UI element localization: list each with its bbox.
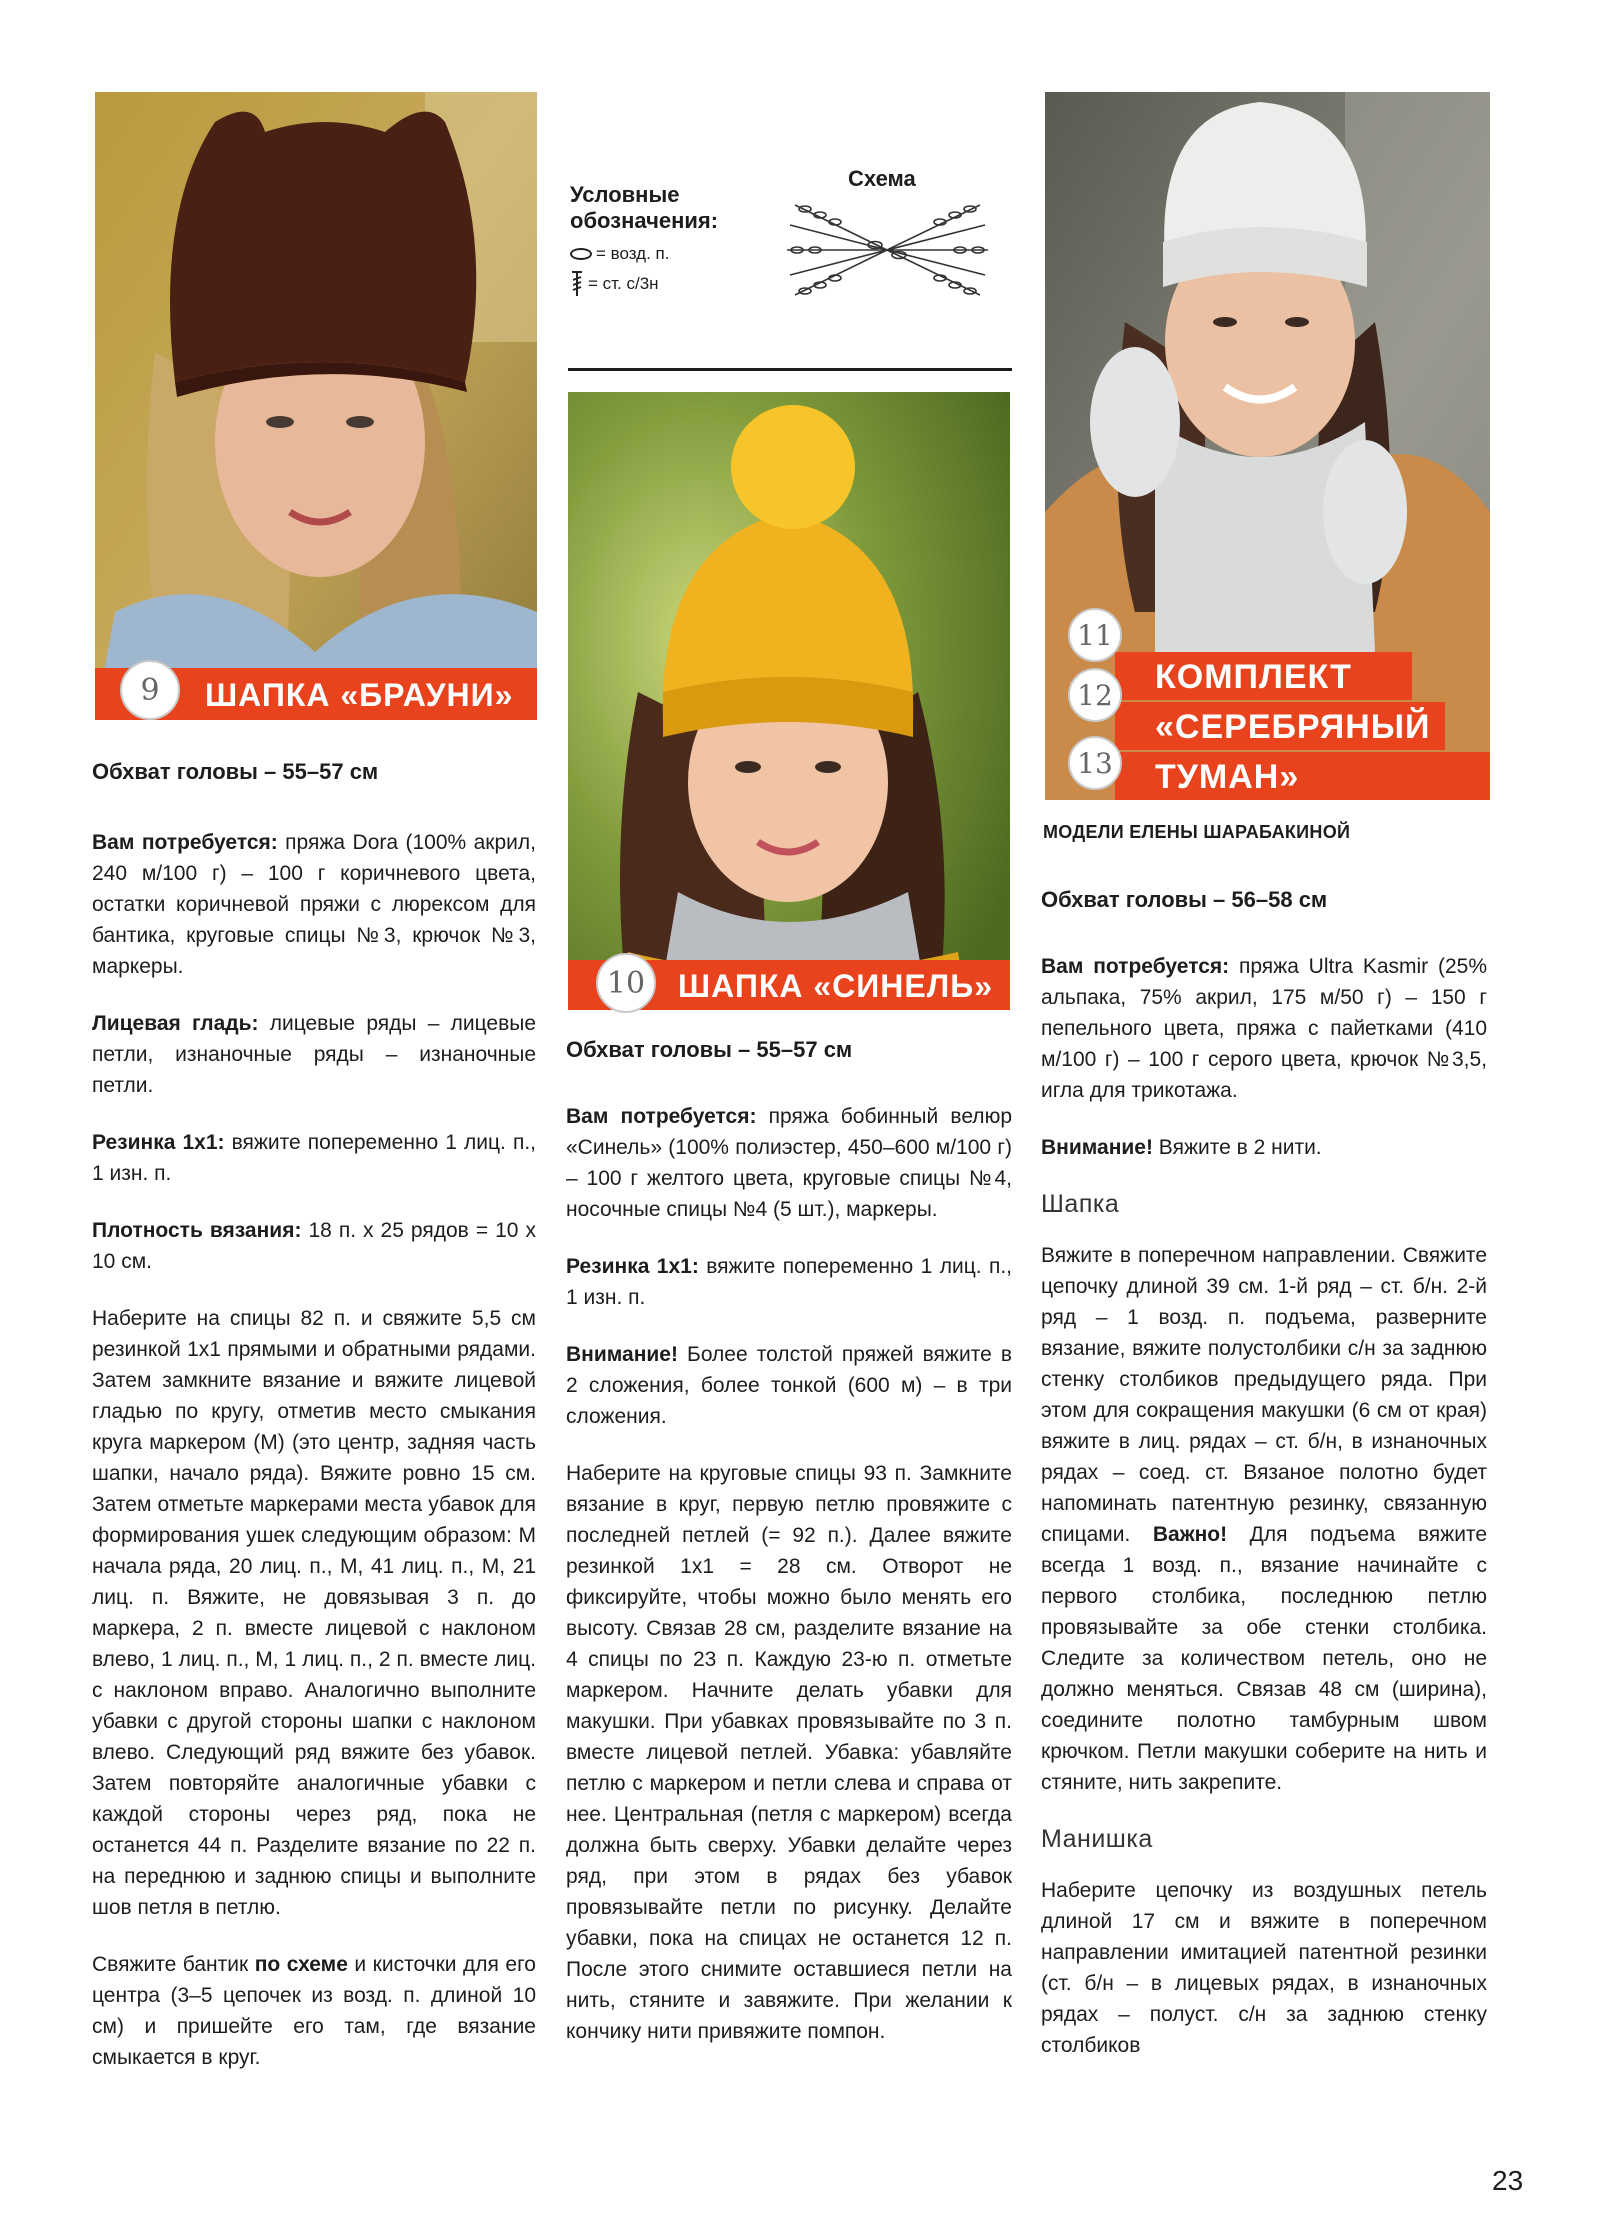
col1-text <box>92 756 536 2099</box>
materials-label: Вам потребуется: <box>92 831 278 854</box>
instructions-chenille: Наберите на круговые спицы 93 п. Замкните вязание в круг, первую петлю провяжите с последней петлей (= 92 п.). Далее вяжите резинкой 1х1 = 28 см. Отворот не фиксируйте, чтобы можно было менять его высоту. Связав 28 см, разделите вязание на 4 спицы по 23 п. Каждую 23-ю п. отметьте маркером. Начните делать убавки для макушки. При убавках провязывайте по 3 п. вместе лицевой петлей. Убавка: убавляйте петлю с маркером и петли слева и справа от нее. Центральная (петля с маркером) всегда должна быть сверху. Убавки делайте через ряд, при этом в рядах без убавок провязывайте петли по рисунку. Делайте убавки, пока на спицах не останется 12 п. После этого снимите оставшиеся петли на нить, стяните и завяжите. При желании к кончику нити привяжите помпон. <box>566 1462 1012 2043</box>
attention-text-2: Более толстой пряжей вяжите в 2 сложения, более тонкой (600 м) – в три сложения. <box>566 1343 1012 1428</box>
title-chenille: ШАПКА «СИНЕЛЬ» <box>678 968 993 1004</box>
legend-chain <box>570 244 750 264</box>
materials-label-3: Вам потребуется: <box>1041 955 1230 978</box>
rib-label-2: Резинка 1х1: <box>566 1255 699 1278</box>
head-size-chenille: Обхват головы – 55–57 см <box>566 1037 853 1062</box>
legend-title-1: Условные <box>570 182 680 207</box>
legend-chain-text: = возд. п. <box>596 244 670 263</box>
materials-brownie <box>92 827 536 982</box>
gauge-text: 18 п. х 25 рядов = 10 х 10 см. <box>92 1219 536 1273</box>
bow-text-schema: по схеме <box>254 1953 348 1976</box>
dickey-instructions: Наберите цепочку из воздушных петель длиной 17 см и вяжите в поперечном направлении имитацией патентной резинки (ст. б/н – в лицевых рядах, в изнаночных рядах – полуст. с/н за заднюю стенку столбиков <box>1041 1879 1487 2057</box>
rib-label: Резинка 1х1: <box>92 1131 225 1154</box>
attention-label-3: Внимание! <box>1041 1136 1153 1159</box>
model-number-10: 10 <box>596 953 656 1013</box>
attention-text-3: Вяжите в 2 нити. <box>1152 1136 1322 1159</box>
title-brownie: ШАПКА «БРАУНИ» <box>205 677 514 713</box>
schema-title: Схема <box>848 166 916 191</box>
legend-title-2: обозначения: <box>570 208 719 233</box>
model-number-9: 9 <box>120 660 180 720</box>
designer-credit: МОДЕЛИ ЕЛЕНЫ ШАРАБАКИНОЙ <box>1043 822 1351 842</box>
col3-text <box>1041 884 1487 2087</box>
title-silver-3: ТУМАН» <box>1155 758 1300 796</box>
hat-important: Важно! <box>1152 1523 1228 1546</box>
materials-chenille <box>566 1101 1012 1225</box>
materials-text-2: пряжа бобинный велюр «Синель» (100% полиэстер, 450–600 м/100 г) – 100 г желтого цвета, круговые спицы №4, носочные спицы №4 (5 шт.), маркеры. <box>566 1105 1012 1221</box>
materials-label-2: Вам потребуется: <box>566 1105 757 1128</box>
stockinette-text: лицевые ряды – лицевые петли, изнаночные ряды – изнаночные петли. <box>92 1012 536 1097</box>
legend-dc-text: = ст. с/3н <box>588 274 659 293</box>
bow-instructions <box>92 1949 536 2073</box>
double-crochet-icon <box>570 270 584 298</box>
title-silver-2: «СЕРЕБРЯНЫЙ <box>1155 708 1431 746</box>
hat-text-a: Вяжите в поперечном направлении. Свяжите цепочку длиной 39 см. 1-й ряд – ст. б/н. 2-й ряд – 1 возд. п. подъема, разверните вязание, вяжите полустолбики с/н за заднюю стенку столбиков предыдущего ряда. При этом для сокращения макушки (6 см от края) вяжите в лиц. рядах – ст. б/н, в изнаночных рядах – соед. ст. Вязаное полотно будет напоминать патентную резинку, связанную спицами. <box>1041 1244 1487 1546</box>
page-number: 23 <box>1492 2165 1524 2196</box>
stockinette-brownie <box>92 1008 536 1101</box>
rib-chenille <box>566 1251 1012 1313</box>
title-silver-1: КОМПЛЕКТ <box>1155 658 1352 696</box>
materials-silver <box>1041 951 1487 1106</box>
rib-text-2: вяжите попеременно 1 лиц. п., 1 изн. п. <box>566 1255 1012 1309</box>
gauge-brownie <box>92 1215 536 1277</box>
head-size-silver: Обхват головы – 56–58 см <box>1041 887 1328 912</box>
model-number-12: 12 <box>1068 668 1122 722</box>
hat-text-b: Для подъема вяжите всегда 1 возд. п., вязание начинайте с первого столбика, последнюю петлю провязывайте за обе стенки столбика. Следите за количеством петель, оно не должно меняться. Связав 48 см (ширина), соедините полотно тамбурным швом крючком. Петли макушки соберите на нить и стяните, нить закрепите. <box>1041 1523 1487 1794</box>
attention-chenille <box>566 1339 1012 1432</box>
gauge-label: Плотность вязания: <box>92 1219 302 1242</box>
legend-dc <box>570 270 750 298</box>
hat-heading: Шапка <box>1041 1190 1120 1218</box>
bow-text-a: Свяжите бантик <box>92 1953 255 1976</box>
stockinette-label: Лицевая гладь: <box>92 1012 259 1035</box>
head-size-brownie: Обхват головы – 55–57 см <box>92 759 379 784</box>
title-banner-silver-1 <box>1115 652 1412 700</box>
rib-text: вяжите попеременно 1 лиц. п., 1 изн. п. <box>92 1131 537 1185</box>
bow-schema-diagram <box>775 195 1000 305</box>
chain-stitch-icon <box>570 248 592 260</box>
model-number-13: 13 <box>1068 736 1122 790</box>
materials-text-3: пряжа Ultra Kasmir (25% альпака, 75% акрил, 175 м/50 г) – 150 г пепельного цвета, пряжа с пайетками (410 м/100 г) – 100 г серого цвета, крючок №3,5, игла для трикотажа. <box>1041 955 1488 1102</box>
model-number-11: 11 <box>1068 608 1122 662</box>
title-banner-silver-3 <box>1115 752 1490 800</box>
instructions-brownie: Наберите на спицы 82 п. и свяжите 5,5 см резинкой 1х1 прямыми и обратными рядами. Затем замкните вязание и вяжите лицевой гладью по кругу, отметив место смыкания круга маркером (М) (это центр, задняя часть шапки, начало ряда). Вяжите ровно 15 см. Затем отметьте маркерами места убавок для формирования ушек следующим образом: М начала ряда, 20 лиц. п., М, 41 лиц. п., М, 21 лиц. п. Вяжите, не довязывая 3 п. до маркера, 2 п. вместе лицевой с наклоном влево, 1 лиц. п., М, 1 лиц. п., 2 п. вместе лиц. с наклоном вправо. Аналогично выполните убавки с другой стороны шапки с наклоном влево. Следующий ряд вяжите без убавок. Затем повторяйте аналогичные убавки с каждой стороны через ряд, пока не останется 44 п. Разделите вязание по 22 п. на переднюю и заднюю спицы и выполните шов петля в петлю. <box>92 1307 536 1919</box>
photo-chenille-hat <box>568 392 1010 1009</box>
bow-text-c: и кисточки для его центра (3–5 цепочек из возд. п. длиной 10 см) и пришейте его там, где вязание смыкается в круг. <box>92 1953 536 2069</box>
legend <box>570 182 750 298</box>
hat-instructions <box>1041 1240 1487 1798</box>
attention-label-2: Внимание! <box>566 1343 678 1366</box>
dickey-heading: Манишка <box>1041 1825 1153 1853</box>
title-banner-silver-2 <box>1115 702 1445 750</box>
col2-text <box>566 1034 1012 2073</box>
materials-text: пряжа Dora (100% акрил, 240 м/100 г) – 100 г коричневого цвета, остатки коричневой пряжи с люрексом для бантика, круговые спицы №3, крючок №3, маркеры. <box>92 831 536 978</box>
photo-brownie-hat <box>95 92 537 720</box>
column-divider <box>568 368 1012 371</box>
attention-silver <box>1041 1132 1487 1163</box>
rib-brownie <box>92 1127 536 1189</box>
